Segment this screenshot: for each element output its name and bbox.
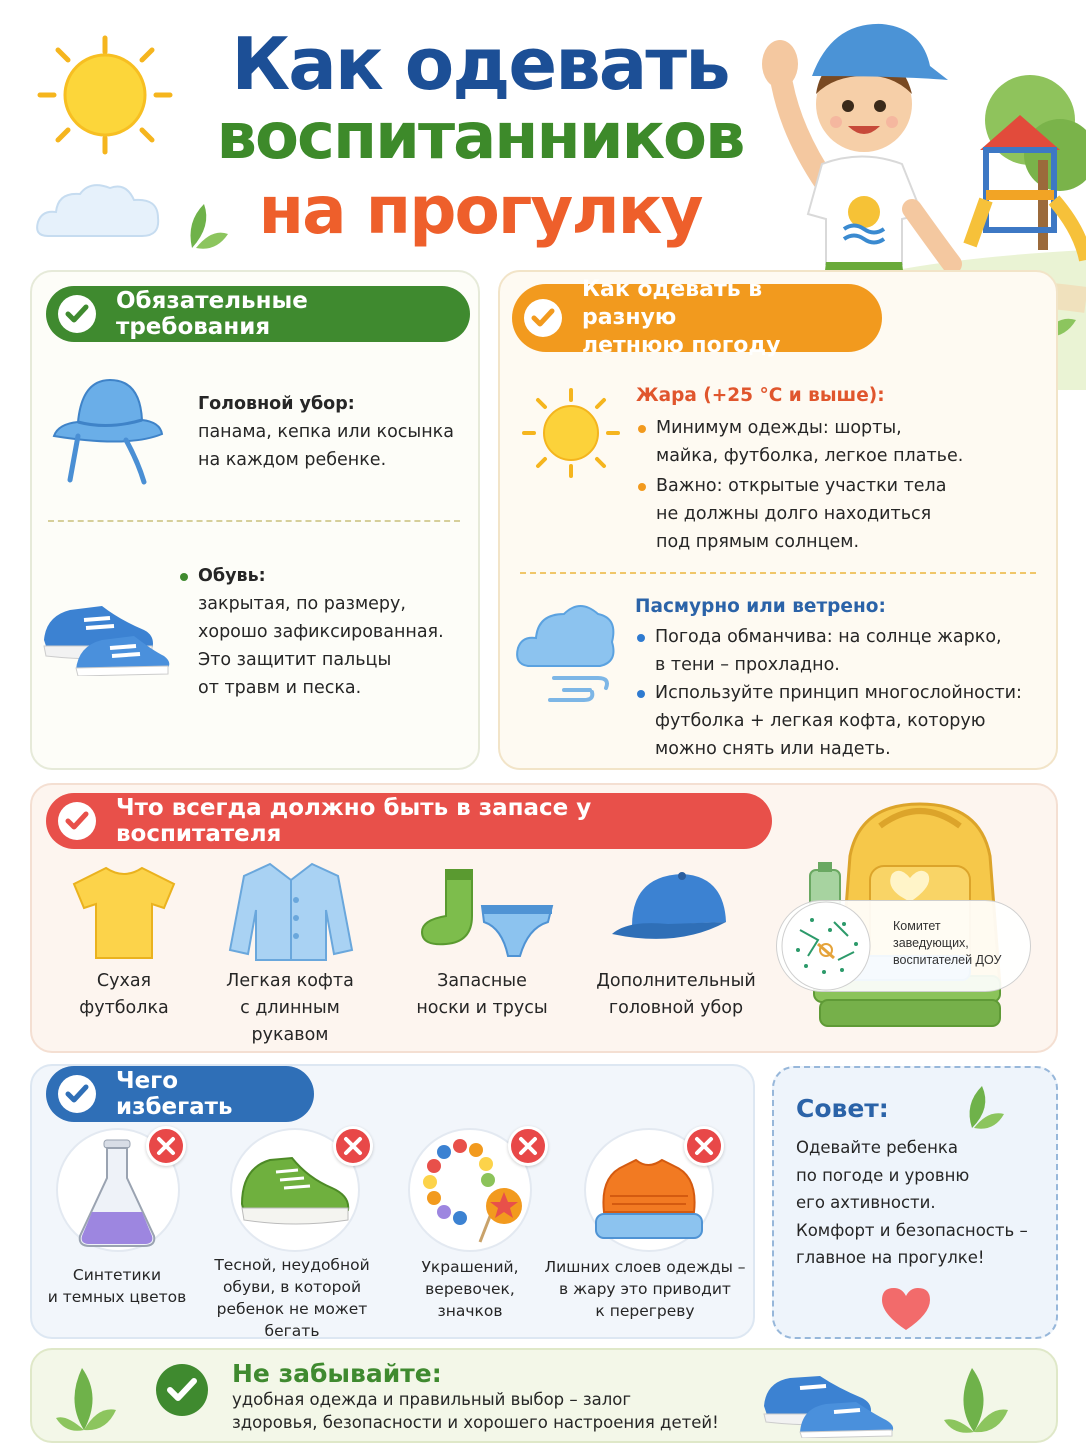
stamp-line: Комитет [893,919,941,933]
avoid-item-label [40,1264,194,1308]
hot-weather-text [636,382,963,556]
cloudy-line: Погода обманчива: на солнце жарко, [655,627,1002,647]
shoes-line: от травм и песка. [198,678,362,698]
cloudy-line: футболка + легкая кофта, которую [655,711,986,731]
shoes-text [178,562,444,702]
avoid-item-line: к перегреву [595,1302,695,1320]
tip-line: Комфорт и безопасность – [796,1220,1028,1240]
cap-icon [608,870,732,950]
stock-item-line: рукавом [251,1025,329,1045]
cloudy-line: можно снять или надеть. [655,739,891,759]
avoid-item-label [206,1254,378,1342]
committee-logo-icon [778,900,874,992]
shoes-line: Это защитит пальцы [198,650,392,670]
stock-item-line: футболка [79,998,169,1018]
stock-item-line: Сухая [96,971,152,991]
footer-title: Не забывайте: [232,1359,442,1388]
headwear-line: на каждом ребенке. [198,450,387,470]
weather-pill-line: летнюю погоду [582,333,781,358]
avoid-item-line: Украшений, [421,1258,519,1276]
check-icon [58,295,96,333]
shoes-line: закрытая, по размеру, [198,594,406,614]
weather-pill-line: Как одевать в разную [582,277,763,330]
avoid-item-line: и темных цветов [47,1288,187,1306]
avoid-pill-label: Чего избегать [116,1068,233,1120]
tip-title: Совет: [796,1094,889,1123]
shoes-title: Обувь: [178,562,444,590]
requirements-pill [46,286,470,342]
shoes-line: хорошо зафиксированная. [198,622,444,642]
tip-line: Одевайте ребенка [796,1138,958,1157]
leaf-icon [54,1362,118,1434]
avoid-item-line: веревочек, [425,1280,515,1298]
leaf-icon [940,1360,1010,1436]
committee-stamp-text [893,918,1001,969]
stock-item-line: Запасные [437,971,527,991]
cloudy-line: Используйте принцип многослойности: [655,683,1022,703]
leaf-icon [182,198,232,254]
hot-line: не должны долго находиться [656,504,932,524]
tip-line: по погоде и уровню [796,1165,970,1185]
avoid-item-line: Синтетики [72,1266,162,1284]
stock-item-label [210,968,370,1049]
weather-pill [512,277,882,358]
stock-item-line: Дополнительный [596,971,756,991]
avoid-item-line: Лишних слоев одежды – [544,1258,746,1276]
sneakers-icon [40,580,172,676]
avoid-item-line: бегать [264,1322,320,1340]
stock-item-line: головной убор [608,998,744,1018]
sun-icon [520,386,622,480]
cloudy-bullet [635,623,1022,679]
hat-icon [48,372,166,490]
socks-icon [416,866,556,966]
sneakers-icon [760,1356,900,1438]
cloudy-line: в тени – прохладно. [655,655,840,675]
stock-item-line: носки и трусы [416,998,548,1018]
avoid-item-line: ребенок не может [216,1300,368,1318]
hot-line: Минимум одежды: шорты, [656,418,902,438]
stock-item-label [586,968,766,1022]
footer-line: удобная одежда и правильный выбор – залог [232,1390,632,1409]
stock-item-line: Легкая кофта [226,971,354,991]
stamp-line: заведующих, [893,936,969,950]
requirements-pill-label: Обязательные требования [116,288,308,340]
leaf-icon [958,1082,1008,1132]
stock-pill [46,793,772,849]
cloudy-weather-text [635,593,1022,763]
hot-bullet [636,414,963,470]
stock-item-line: с длинным [240,998,340,1018]
headwear-title: Головной убор: [198,394,355,414]
tip-line: главное на прогулке! [796,1248,985,1267]
avoid-pill [46,1066,314,1122]
headwear-line: панама, кепка или косынка [198,422,454,442]
close-icon [508,1126,548,1166]
cloudy-title: Пасмурно или ветрено: [635,596,886,617]
tip-line: его ахтивности. [796,1193,936,1212]
cloudy-bullet [635,679,1022,763]
close-icon [146,1126,186,1166]
check-icon [524,299,562,337]
headwear-text [198,390,454,474]
check-icon [58,1075,96,1113]
hot-bullet [636,472,963,556]
tshirt-icon [68,862,180,962]
stock-item-label [400,968,564,1022]
hot-line: Важно: открытые участки тела [656,476,947,496]
stock-pill-label: Что всегда должно быть в запасе у воспитателя [116,795,592,847]
footer-line: здоровья, безопасности и хорошего настроения детей! [232,1413,719,1432]
avoid-item-line: Тесной, неудобной [214,1256,370,1274]
check-icon [156,1364,208,1416]
cloud-icon [34,178,164,242]
avoid-item-label [392,1256,548,1322]
title-line-2: воспитанников [216,100,744,174]
title-line-1: Как одевать [231,22,729,106]
avoid-item-line: в жару это приводит [559,1280,731,1298]
check-icon [58,802,96,840]
stock-item-label [44,968,204,1022]
close-icon [684,1126,724,1166]
tip-text [796,1134,1028,1272]
close-icon [333,1126,373,1166]
sun-icon [30,30,180,160]
stamp-line: воспитателей ДОУ [893,953,1002,967]
hot-title: Жара (+25 °C и выше): [636,385,885,406]
wind-cloud-icon [514,592,620,708]
hot-line: майка, футболка, легкое платье. [656,446,964,466]
title-line-3: на прогулку [258,172,702,249]
divider [48,520,460,522]
divider [520,572,1036,574]
avoid-item-line: обуви, в которой [222,1278,362,1296]
avoid-item-label [540,1256,750,1322]
hot-line: под прямым солнцем. [656,532,860,552]
cardigan-icon [226,860,356,964]
avoid-item-line: значков [437,1302,503,1320]
heart-icon [878,1284,934,1332]
footer-text [232,1388,719,1434]
